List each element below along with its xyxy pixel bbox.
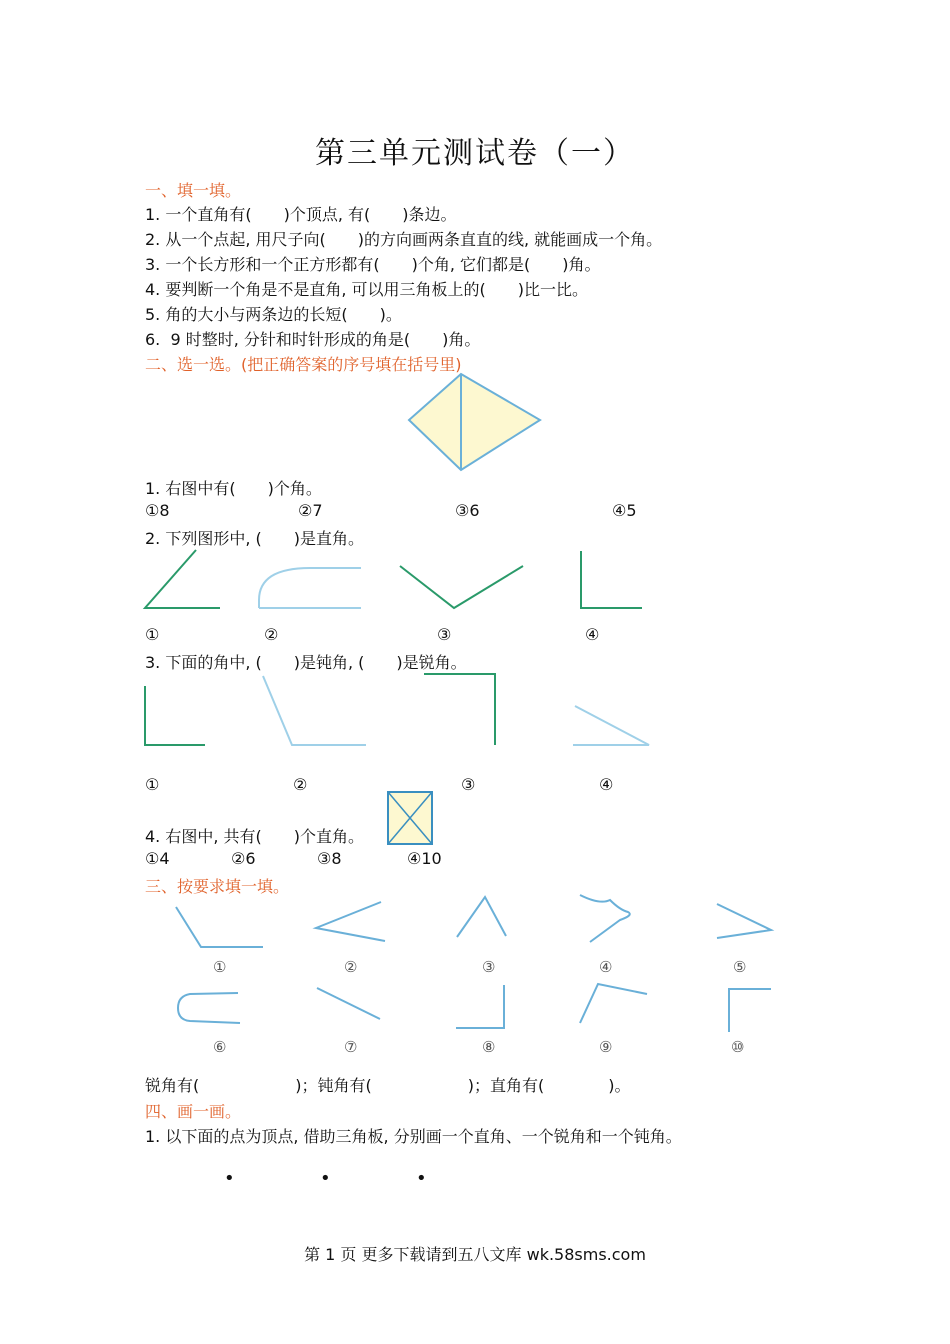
q2-shape-2 — [259, 568, 361, 608]
s3-angle-5 — [717, 904, 771, 938]
s3-label-6: ⑥ — [213, 1038, 227, 1056]
vertex-dot-3: • — [416, 1168, 427, 1189]
s2-q2-label-1: ① — [145, 625, 160, 644]
s2-q1-opt-4: ④5 — [612, 501, 637, 520]
section1-heading: 一、填一填。 — [145, 181, 242, 200]
s3-angle-9 — [580, 984, 647, 1023]
s2-q3-text: 3. 下面的角中, ( )是钝角, ( )是锐角。 — [145, 653, 467, 672]
s2-q4-opt-1: ①4 — [145, 849, 170, 868]
s2-q2-text: 2. 下列图形中, ( )是直角。 — [145, 529, 365, 548]
s3-label-9: ⑨ — [599, 1038, 613, 1056]
s2-q4-opt-4: ④10 — [407, 849, 442, 868]
q3-angle-1 — [145, 686, 205, 745]
s3-angle-7 — [317, 988, 380, 1019]
s3-label-8: ⑧ — [482, 1038, 496, 1056]
s2-q2-label-3: ③ — [437, 625, 452, 644]
s3-angle-4 — [580, 895, 630, 942]
section2-heading: 二、选一选。(把正确答案的序号填在括号里) — [145, 355, 462, 374]
s3-label-5: ⑤ — [733, 958, 747, 976]
s2-q3-label-4: ④ — [599, 775, 614, 794]
s1-item-2: 2. 从一个点起, 用尺子向( )的方向画两条直直的线, 就能画成一个角。 — [145, 230, 663, 249]
s3-label-7: ⑦ — [344, 1038, 358, 1056]
s3-angle-2 — [316, 902, 385, 941]
s3-label-1: ① — [213, 958, 227, 976]
s3-angle-6 — [178, 993, 240, 1023]
section3-heading: 三、按要求填一填。 — [145, 877, 290, 896]
page-footer: 第 1 页 更多下载请到五八文库 wk.58sms.com — [304, 1245, 646, 1264]
s2-q1-text: 1. 右图中有( )个角。 — [145, 479, 322, 498]
q3-angle-3 — [424, 674, 495, 745]
s3-angle-8 — [456, 985, 504, 1028]
s2-q4-opt-2: ②6 — [231, 849, 256, 868]
s2-q1-opt-1: ①8 — [145, 501, 170, 520]
s2-q1-opt-2: ②7 — [298, 501, 323, 520]
q4-square-figure — [388, 792, 432, 844]
section4-heading: 四、画一画。 — [145, 1102, 242, 1121]
q3-angle-4 — [573, 706, 649, 745]
s2-q3-label-1: ① — [145, 775, 160, 794]
vertex-dot-2: • — [320, 1168, 331, 1189]
s3-answer-line: 锐角有( )；钝角有( )；直角有( )。 — [145, 1076, 631, 1095]
s1-item-6: 6. 9 时整时, 分针和时针形成的角是( )角。 — [145, 330, 481, 349]
q2-shape-4 — [581, 551, 642, 608]
s2-q3-label-2: ② — [293, 775, 308, 794]
s1-item-4: 4. 要判断一个角是不是直角, 可以用三角板上的( )比一比。 — [145, 280, 589, 299]
kite-figure — [409, 374, 540, 470]
s3-label-2: ② — [344, 958, 358, 976]
q3-angle-2 — [263, 676, 366, 745]
s1-item-3: 3. 一个长方形和一个正方形都有( )个角, 它们都是( )角。 — [145, 255, 601, 274]
page-title: 第三单元测试卷（一） — [315, 136, 635, 171]
s1-item-1: 1. 一个直角有( )个顶点, 有( )条边。 — [145, 205, 457, 224]
q2-shape-3 — [400, 566, 523, 608]
s2-q4-text: 4. 右图中, 共有( )个直角。 — [145, 827, 365, 846]
s3-angle-1 — [176, 907, 263, 947]
s2-q1-opt-3: ③6 — [455, 501, 480, 520]
s3-label-4: ④ — [599, 958, 613, 976]
s2-q2-label-4: ④ — [585, 625, 600, 644]
s3-angle-3 — [457, 897, 506, 937]
s1-item-5: 5. 角的大小与两条边的长短( )。 — [145, 305, 402, 324]
vertex-dot-1: • — [224, 1168, 235, 1189]
s2-q3-label-3: ③ — [461, 775, 476, 794]
s3-angle-10 — [729, 989, 771, 1032]
s2-q2-label-2: ② — [264, 625, 279, 644]
s3-label-3: ③ — [482, 958, 496, 976]
q2-shape-1 — [145, 550, 220, 608]
s2-q4-opt-3: ③8 — [317, 849, 342, 868]
s4-q1-text: 1. 以下面的点为顶点, 借助三角板, 分别画一个直角、一个锐角和一个钝角。 — [145, 1127, 682, 1146]
s3-label-10: ⑩ — [731, 1038, 745, 1056]
